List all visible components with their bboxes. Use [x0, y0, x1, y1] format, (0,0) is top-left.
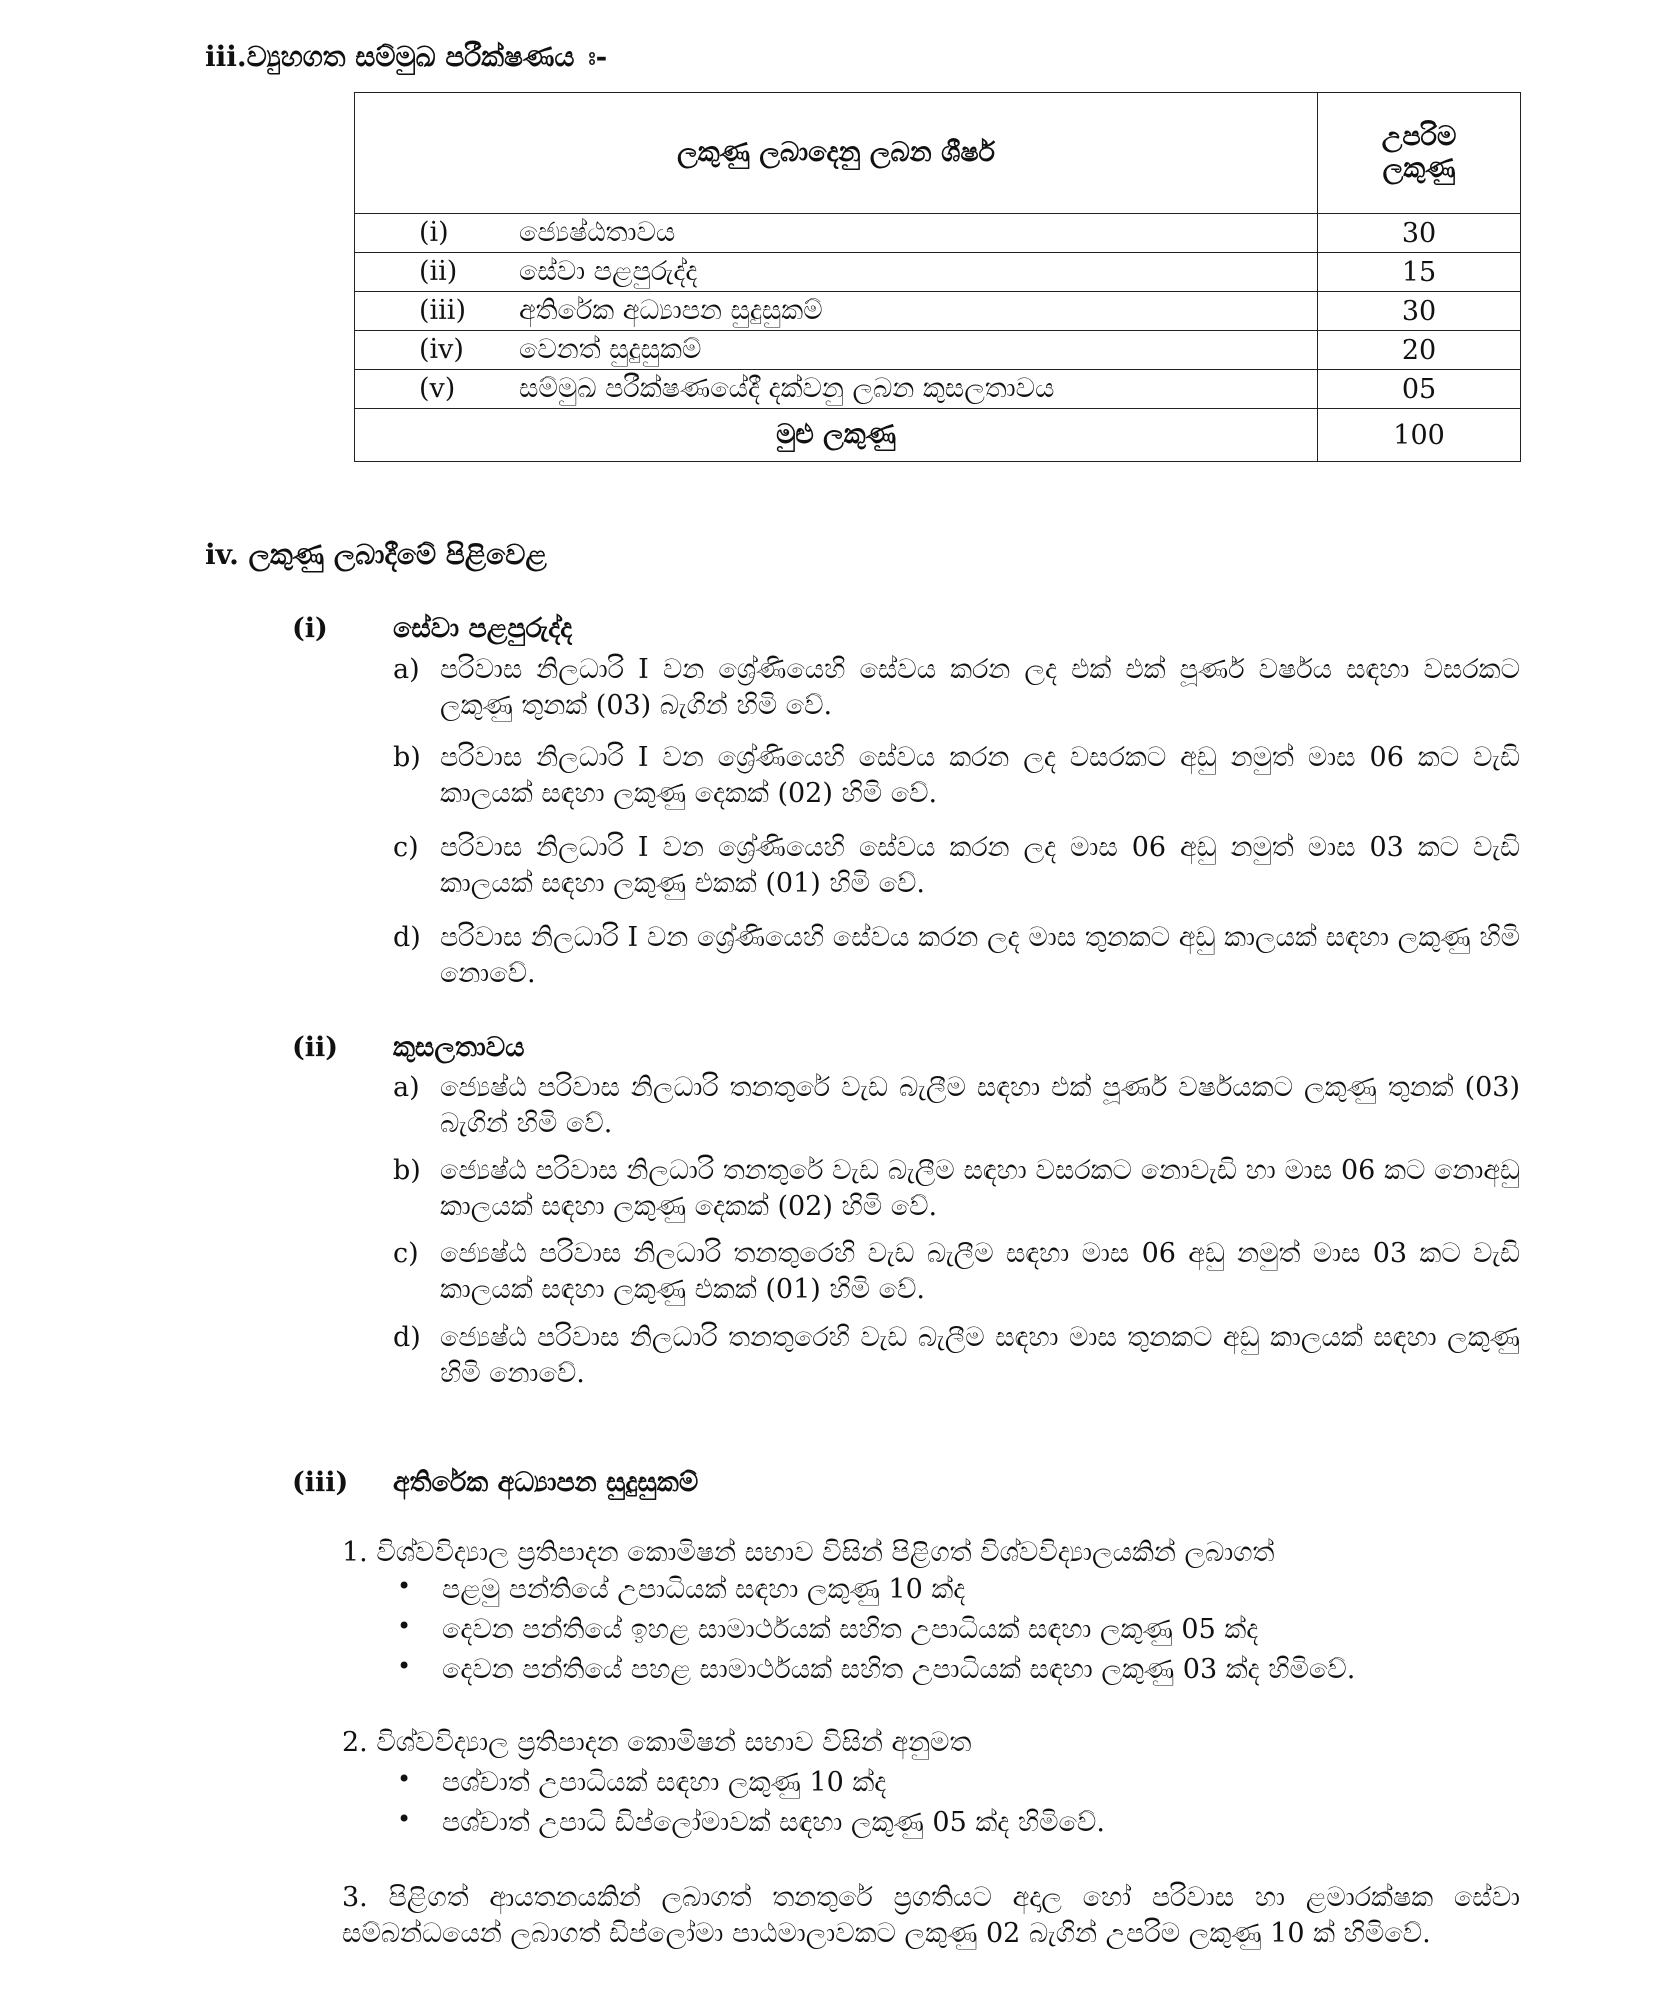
- total-value: 100: [1318, 409, 1521, 462]
- sub-ii-item-text: ජ්‍යෙෂ්ඨ පරිවාස නිලධාරි තනතුරෙහි වැඩ බැලීම සඳහා මාස තුනකට අඩු කාලයක් සඳහා ලකුණු හිමි නොවේ.: [440, 1322, 1520, 1389]
- table-total-row: [355, 409, 1521, 462]
- row-number: (i): [419, 217, 449, 248]
- bullet-icon: •: [397, 1612, 412, 1640]
- sub-iii-number: (iii): [292, 1467, 349, 1498]
- sub-ii-item-letter: a): [393, 1072, 420, 1103]
- sub-iii-para-3: 3. පිළිගත් ආයතනයකින් ලබාගත් තනතුරේ ප්‍රගතියට අදාල හෝ පරිවාස හා ළමාරක්ෂක සේවා සම්බන්ධයෙන් ලබාගත් ඩිප්ලෝමා පාඨමාලාවකට ලකුණු 02 බැගින් උපරිම ලකුණු 10 ක් හිමිවේ.: [342, 1882, 1520, 1949]
- sub-ii-item-letter: c): [393, 1238, 419, 1269]
- total-label: මුළු ලකුණු: [355, 409, 1318, 462]
- sub-ii-item-text: ජ්‍යෙෂ්ඨ පරිවාස නිලධාරි තනතුරේ වැඩ බැලීම සඳහා වසරකට නොවැඩි හා මාස 06 කට නොඅඩු කාලයක් සඳහා ලකුණු දෙකක් (02) හිමි වේ.: [440, 1155, 1520, 1222]
- sub-iii-para-2: 2. විශ්වවිද්‍යාල ප්‍රතිපාදන කොමිෂන් සභාව විසින් අනුමත: [342, 1727, 972, 1758]
- sub-ii-item-letter: b): [393, 1155, 421, 1186]
- table-row: [355, 214, 1521, 253]
- sub-i-item-letter: a): [393, 654, 420, 685]
- bullet-icon: •: [397, 1652, 412, 1680]
- header-criteria: ලකුණු ලබාදෙනු ලබන ශීර්ෂ: [355, 93, 1318, 214]
- row-label: අතිරේක අධ්‍යාපන සුදුසුකම්: [519, 295, 823, 326]
- sub-ii-item-text: ජ්‍යෙෂ්ඨ පරිවාස නිලධාරි තනතුරේ වැඩ බැලීම සඳහා එක් පූර්ණ වර්ෂයකට ලකුණු තුනක් (03) බැගින් හිමි වේ.: [440, 1072, 1520, 1139]
- row-number: (iii): [419, 295, 466, 326]
- bullet-icon: •: [397, 1805, 412, 1833]
- row-marks: 30: [1318, 214, 1521, 253]
- sub-i-item-letter: d): [393, 922, 421, 953]
- bullet-icon: •: [397, 1765, 412, 1793]
- table-row: [355, 331, 1521, 370]
- row-number: (v): [419, 373, 456, 404]
- sub-iii-p2-bullet: පශ්චාත් උපාධි ඩිප්ලෝමාවක් සඳහා ලකුණු 05 ක්ද හිමිවේ.: [442, 1807, 1105, 1838]
- row-label: වෙනත් සුදුසුකම්: [519, 334, 702, 365]
- sub-iii-p1-bullet: පළමු පන්තියේ උපාධියක් සඳහා ලකුණු 10 ක්ද: [442, 1574, 966, 1605]
- sub-i-item-text: පරිවාස නිලධාරි I වන ශ්‍රේණියෙහි සේවය කරන ලද මාස 06 අඩු නමුත් මාස 03 කට වැඩි කාලයක් සඳහා ලකුණු එකක් (01) හිමි වේ.: [440, 832, 1520, 899]
- row-label: සම්මුඛ පරීක්ෂණයේදී දක්වනු ලබන කුසලතාවය: [519, 373, 1055, 404]
- row-label: ජ්‍යෙෂ්ඨතාවය: [519, 217, 676, 248]
- sub-iii-p1-bullet: දෙවන පන්තියේ ඉහළ සාමාර්ථයක් සහිත උපාධියක් සඳහා ලකුණු 05 ක්ද: [442, 1614, 1259, 1645]
- sub-iii-title: අතිරේක අධ්‍යාපන සුදුසුකම්: [393, 1467, 699, 1498]
- marks-table: [354, 92, 1521, 462]
- header-max-marks: [1318, 93, 1521, 214]
- sub-iii-p2-bullet: පශ්චාත් උපාධියක් සඳහා ලකුණු 10 ක්ද: [442, 1767, 887, 1798]
- row-marks: 30: [1318, 292, 1521, 331]
- sub-ii-item-text: ජ්‍යෙෂ්ඨ පරිවාස නිලධාරි තනතුරෙහි වැඩ බැලීම සඳහා මාස 06 අඩු නමුත් මාස 03 කට වැඩි කාලයක් සඳහා ලකුණු එකක් (01) හිමි වේ.: [440, 1238, 1520, 1305]
- row-marks: 20: [1318, 331, 1521, 370]
- sub-iii-p1-bullet: දෙවන පන්තියේ පහළ සාමාර්ථයක් සහිත උපාධියක් සඳහා ලකුණු 03 ක්ද හිමිවේ.: [442, 1654, 1356, 1685]
- sub-i-number: (i): [292, 613, 328, 644]
- header-max-line1: උපරිම: [1381, 121, 1457, 152]
- sub-i-item-letter: b): [393, 742, 421, 773]
- sub-i-item-text: පරිවාස නිලධාරි I වන ශ්‍රේණියෙහි සේවය කරන ලද මාස තුනකට අඩු කාලයක් සඳහා ලකුණු හිමි නොවේ.: [440, 922, 1520, 989]
- row-number: (ii): [419, 256, 458, 287]
- row-marks: 05: [1318, 370, 1521, 409]
- sub-iii-para-1: 1. විශ්වවිද්‍යාල ප්‍රතිපාදන කොමිෂන් සභාව විසින් පිළිගත් විශ්වවිද්‍යාලයකින් ලබාගත්: [342, 1537, 1275, 1568]
- table-row: [355, 292, 1521, 331]
- row-number: (iv): [419, 334, 464, 365]
- header-max-line2: ලකුණු: [1382, 153, 1456, 184]
- section-iv-heading: iv. ලකුණු ලබාදීමේ පිළිවෙළ: [205, 538, 547, 571]
- sub-ii-title: කුසලතාවය: [393, 1032, 525, 1063]
- table-row: [355, 253, 1521, 292]
- table-row: [355, 370, 1521, 409]
- row-label: සේවා පළපුරුද්ද: [519, 256, 698, 287]
- sub-ii-item-letter: d): [393, 1322, 421, 1353]
- table-header-row: [355, 93, 1521, 214]
- sub-ii-number: (ii): [292, 1032, 339, 1063]
- sub-i-item-letter: c): [393, 832, 419, 863]
- sub-i-item-text: පරිවාස නිලධාරි I වන ශ්‍රේණියෙහි සේවය කරන ලද වසරකට අඩු නමුත් මාස 06 කට වැඩි කාලයක් සඳහා ලකුණු දෙකක් (02) හිමි වේ.: [440, 742, 1520, 809]
- bullet-icon: •: [397, 1572, 412, 1600]
- section-iii-heading: iii.ව්‍යුහගත සම්මුඛ පරීක්ෂණය ඃ-: [205, 40, 608, 73]
- row-marks: 15: [1318, 253, 1521, 292]
- sub-i-item-text: පරිවාස නිලධාරි I වන ශ්‍රේණියෙහි සේවය කරන ලද එක් එක් පූර්ණ වර්ෂය සඳහා වසරකට ලකුණු තුනක් (03) බැගින් හිමි වේ.: [440, 654, 1520, 721]
- sub-i-title: සේවා පළපුරුද්ද: [393, 613, 573, 644]
